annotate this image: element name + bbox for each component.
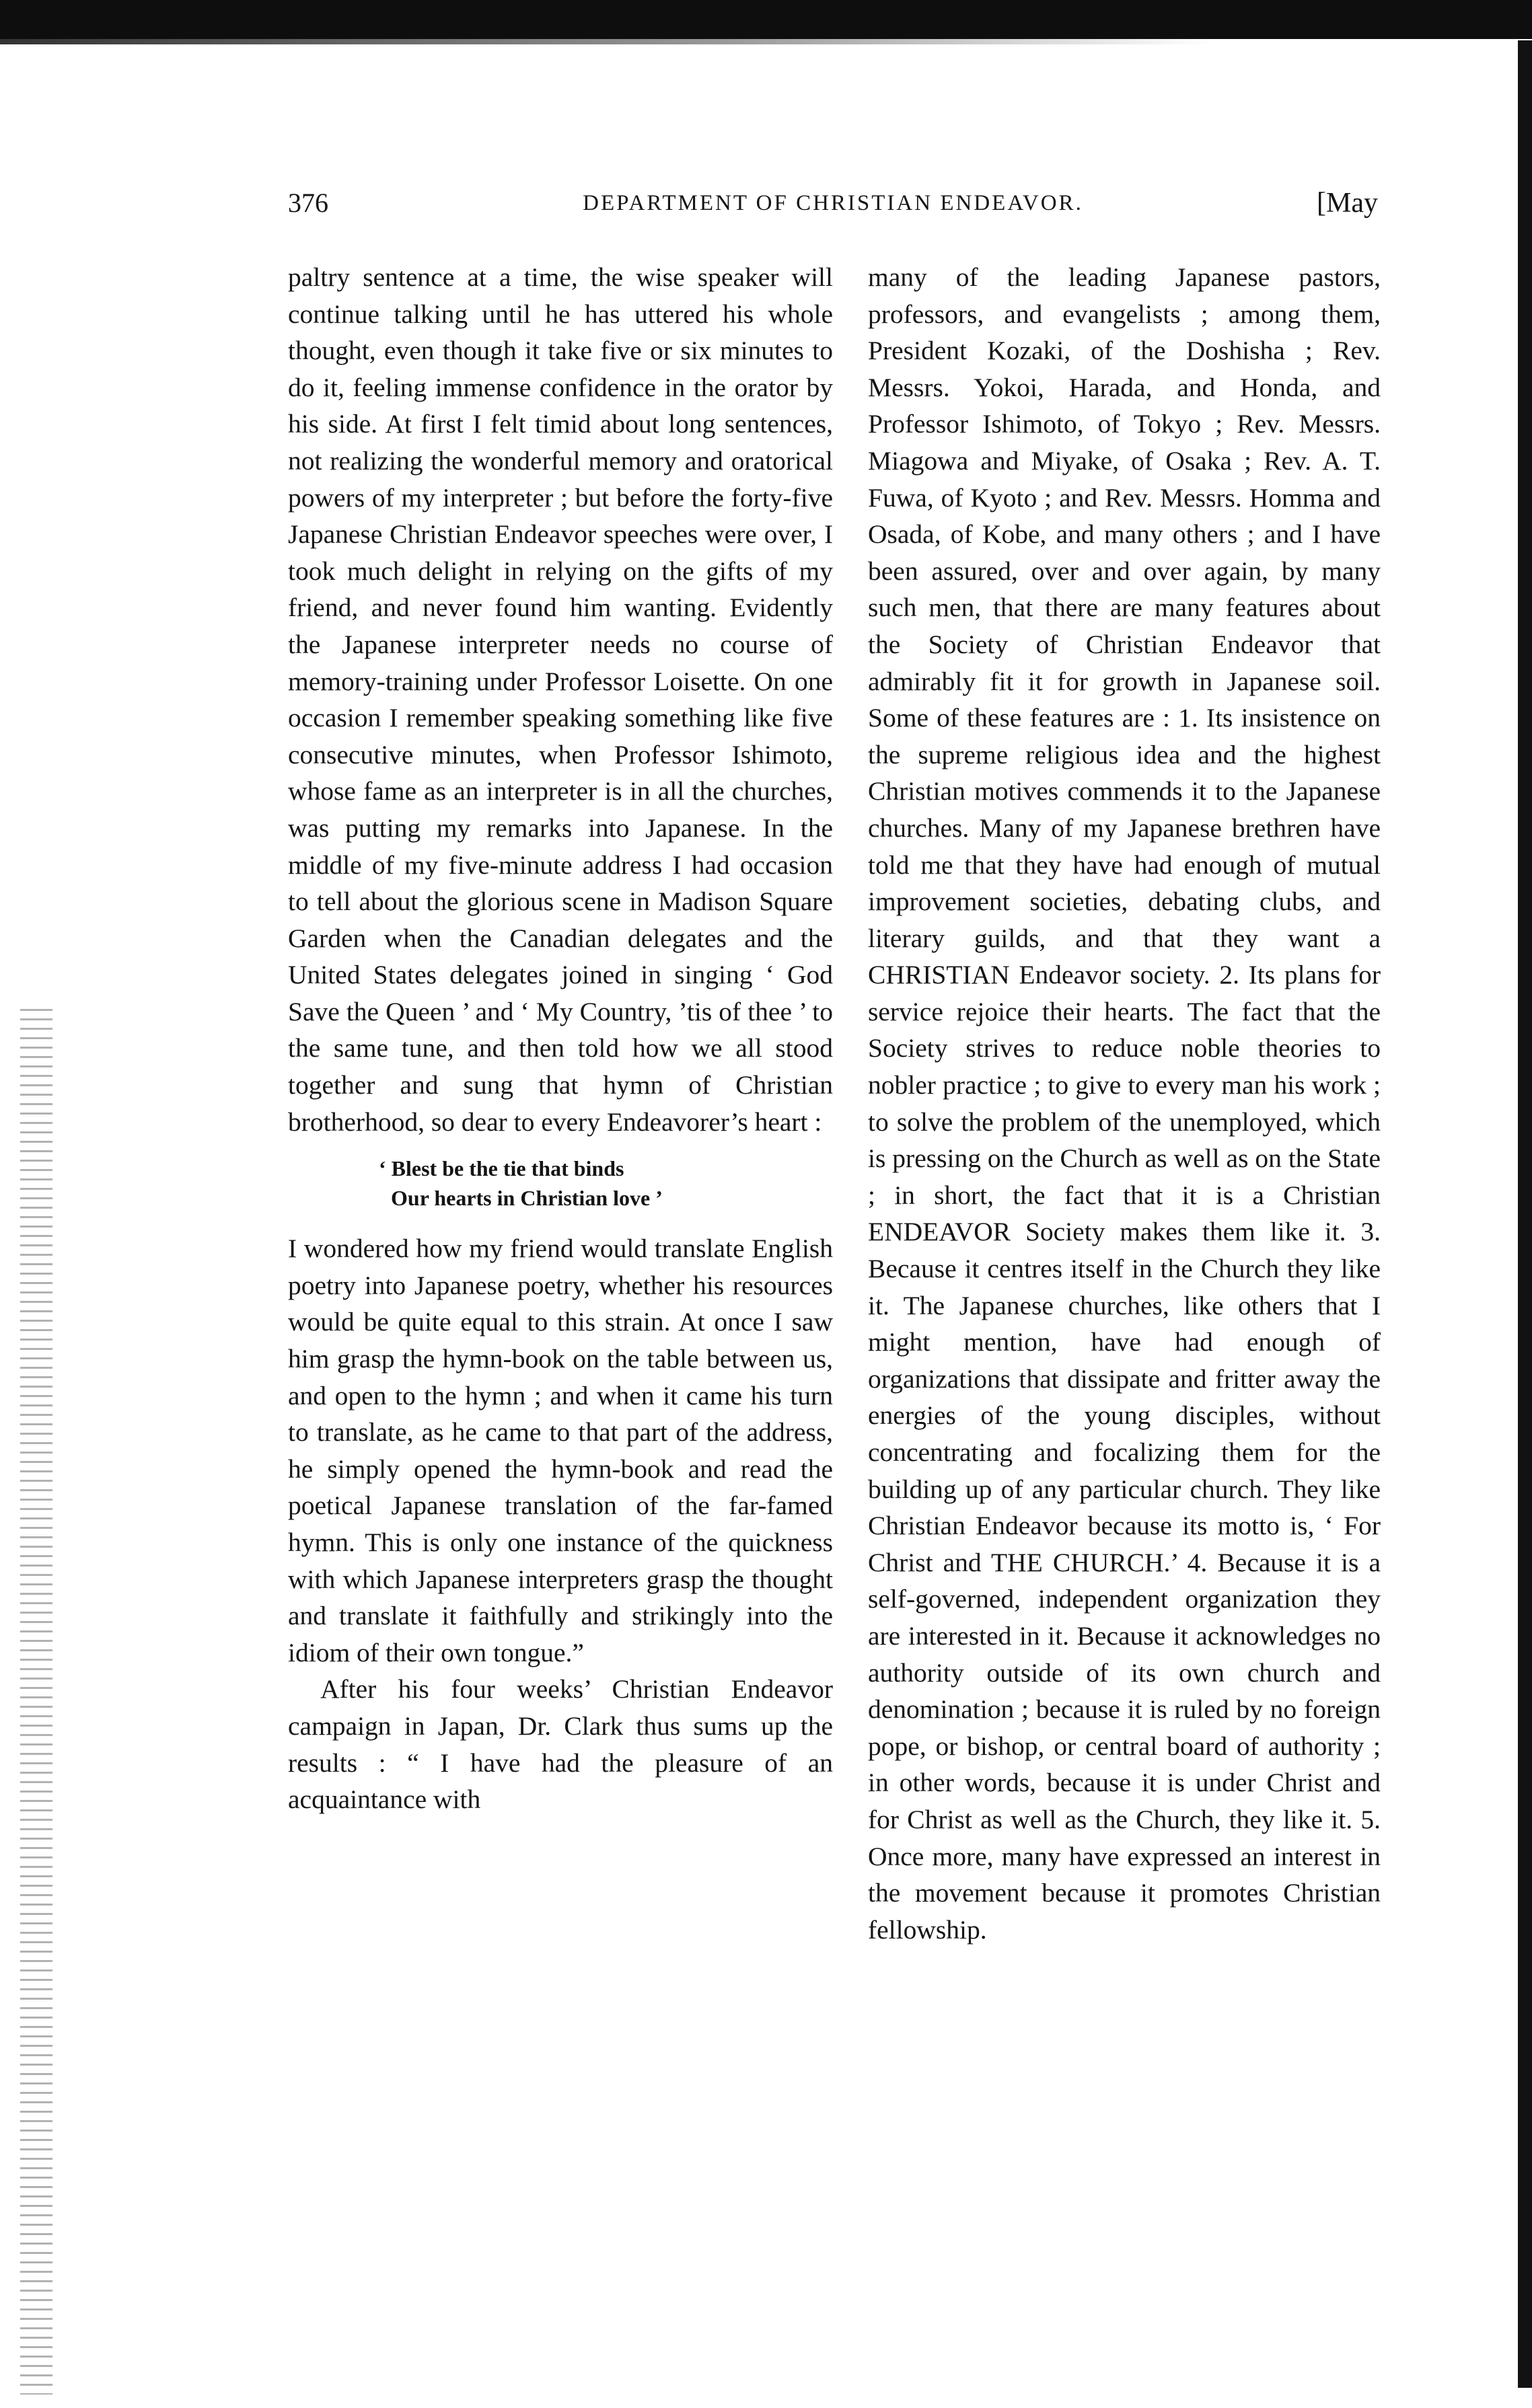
left-column: [288, 259, 833, 1818]
hymn-line-1: ‘ Blest be the tie that binds: [379, 1156, 624, 1181]
scan-right-border: [1518, 40, 1532, 2388]
hymn-line-2: Our hearts in Christian love ’: [391, 1186, 663, 1211]
left-paragraph-3: After his four weeks’ Christian Endeavor campaign in Japan, Dr. Clark thus sums up the results : “ I have had the pleasure of an acquaintance with: [288, 1674, 833, 1815]
hymn-quote: [379, 1154, 833, 1213]
running-head: [288, 187, 1378, 227]
right-paragraph-1: many of the leading Japanese pastors, professors, and evangelists ; among them, President Kozaki, of the Doshisha ; Rev. Messrs. Yokoi, Harada, and Honda, and Professor Ishimoto, of Tokyo ; Rev. Messrs. Miagowa and Miyake, of Osaka ; Rev. A. T. Fuwa, of Kyoto ; and Rev. Messrs. Homma and Osada, of Kobe, and many others ; and I have been assured, over and over again, by many such men, that there are many features about the Society of Christian Endeavor that admirably fit it for growth in Japanese soil. Some of these features are : 1. Its insistence on the supreme religious idea and the highest Christian motives commends it to the Japanese churches. Many of my Japanese brethren have told me that they have had enough of mutual improvement societies, debating clubs, and literary guilds, and that they want a CHRISTIAN Endeavor society. 2. Its plans for service rejoice their hearts. The fact that the Society strives to reduce noble theories to nobler practice ; to give to every man his work ; to solve the problem of the unemployed, which is pressing on the Church as well as on the State ; in short, the fact that it is a Christian ENDEAVOR Society makes them like it. 3. Because it centres itself in the Church they like it. The Japanese churches, like others that I might mention, have had enough of organizations that dissipate and fritter away the energies of the young disciples, without concentrating and focalizing them for the building up of any particular church. They like Christian Endeavor because its motto is, ‘ For Christ and THE CHURCH.’ 4. Because it is a self-governed, independent organization they are interested in it. Because it acknowledges no authority outside of its own church and denomination ; because it is ruled by no foreign pope, or bishop, or central board of authority ; in other words, because it is under Christ and for Christ as well as the Church, they like it. 5. Once more, many have expressed an interest in the movement because it promotes Christian fellowship.: [868, 262, 1381, 1945]
right-column: [868, 259, 1381, 1948]
left-paragraph-1: paltry sentence at a time, the wise speaker will continue talking until he has uttered his whole thought, even though it take five or six minutes to do it, feeling immense confidence in the orator by his side. At first I felt timid about long sentences, not realizing the wonderful memory and oratorical powers of my interpreter ; but before the forty-five Japanese Christian Endeavor speeches were over, I took much delight in relying on the gifts of my friend, and never found him wanting. Evidently the Japanese interpreter needs no course of memory-training under Professor Loisette. On one occasion I remember speaking something like five consecutive minutes, when Professor Ishimoto, whose fame as an interpreter is in all the churches, was putting my remarks into Japanese. In the middle of my five-minute address I had occasion to tell about the glorious scene in Madison Square Garden when the Canadian delegates and the United States delegates joined in singing ‘ God Save the Queen ’ and ‘ My Country, ’tis of thee ’ to the same tune, and then told how we all stood together and sung that hymn of Christian brotherhood, so dear to every Endeavorer’s heart :: [288, 262, 833, 1137]
page-number: 376: [288, 188, 328, 218]
running-title: DEPARTMENT OF CHRISTIAN ENDEAVOR.: [583, 191, 1083, 215]
running-month: [May: [1317, 188, 1378, 219]
scan-gutter-noise: [20, 1009, 52, 2395]
left-paragraph-2: I wondered how my friend would translate English poetry into Japanese poetry, whether his resources would be quite equal to this strain. At once I saw him grasp the hymn-book on the table between us, and open to the hymn ; and when it came his turn to translate, as he came to that part of the address, he simply opened the hymn-book and read the poetical Japanese translation of the far-famed hymn. This is only one instance of the quickness with which Japanese interpreters grasp the thought and translate it faithfully and strikingly into the idiom of their own tongue.”: [288, 1234, 833, 1667]
scan-top-border-edge: [0, 39, 1211, 44]
scan-top-border: [0, 0, 1532, 39]
